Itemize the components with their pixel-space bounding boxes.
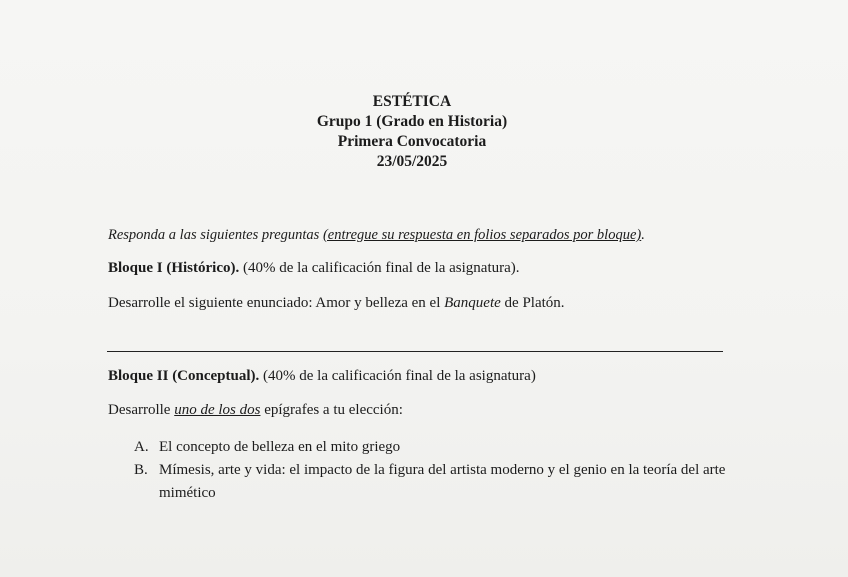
option-a (134, 436, 734, 459)
exam-title: ESTÉTICA (372, 93, 452, 110)
block1-prompt (108, 295, 565, 312)
block1-prompt-end: de Platón. (500, 295, 565, 311)
block1-title: Bloque I (Histórico). (108, 260, 240, 276)
block2-prompt (108, 402, 403, 419)
section-divider (107, 351, 723, 352)
option-b-letter: B. (134, 462, 148, 478)
instructions-end: . (641, 227, 645, 243)
block2-prompt-emph: uno de los dos (174, 402, 261, 418)
block2-prompt-end: epígrafes a tu elección: (260, 402, 403, 418)
block1-heading (108, 260, 520, 277)
block1-weight: (40% de la calificación final de la asignatura). (239, 260, 520, 276)
option-b (134, 459, 734, 505)
block1-prompt-work: Banquete (444, 295, 501, 311)
exam-header (0, 92, 824, 172)
block2-heading (108, 368, 536, 385)
exam-call: Primera Convocatoria (337, 133, 487, 150)
block2-title: Bloque II (Conceptual). (108, 368, 260, 384)
option-b-text: Mímesis, arte y vida: el impacto de la figura del artista moderno y el genio en la teoría del arte mimético (159, 462, 726, 501)
exam-date: 23/05/2025 (376, 153, 448, 170)
block2-prompt-start: Desarrolle (108, 402, 175, 418)
block2-weight: (40% de la calificación final de la asignatura) (259, 368, 536, 384)
option-a-letter: A. (134, 439, 149, 455)
block2-options (134, 436, 734, 505)
exam-instructions (108, 227, 645, 244)
block1-prompt-start: Desarrolle el siguiente enunciado: Amor y belleza en el (108, 295, 445, 311)
option-a-text: El concepto de belleza en el mito griego (159, 439, 401, 455)
instructions-lead: Responda a las siguientes preguntas (108, 227, 323, 243)
instructions-underlined: (entregue su respuesta en folios separados por bloque) (322, 227, 642, 243)
exam-group: Grupo 1 (Grado en Historia) (316, 113, 508, 130)
